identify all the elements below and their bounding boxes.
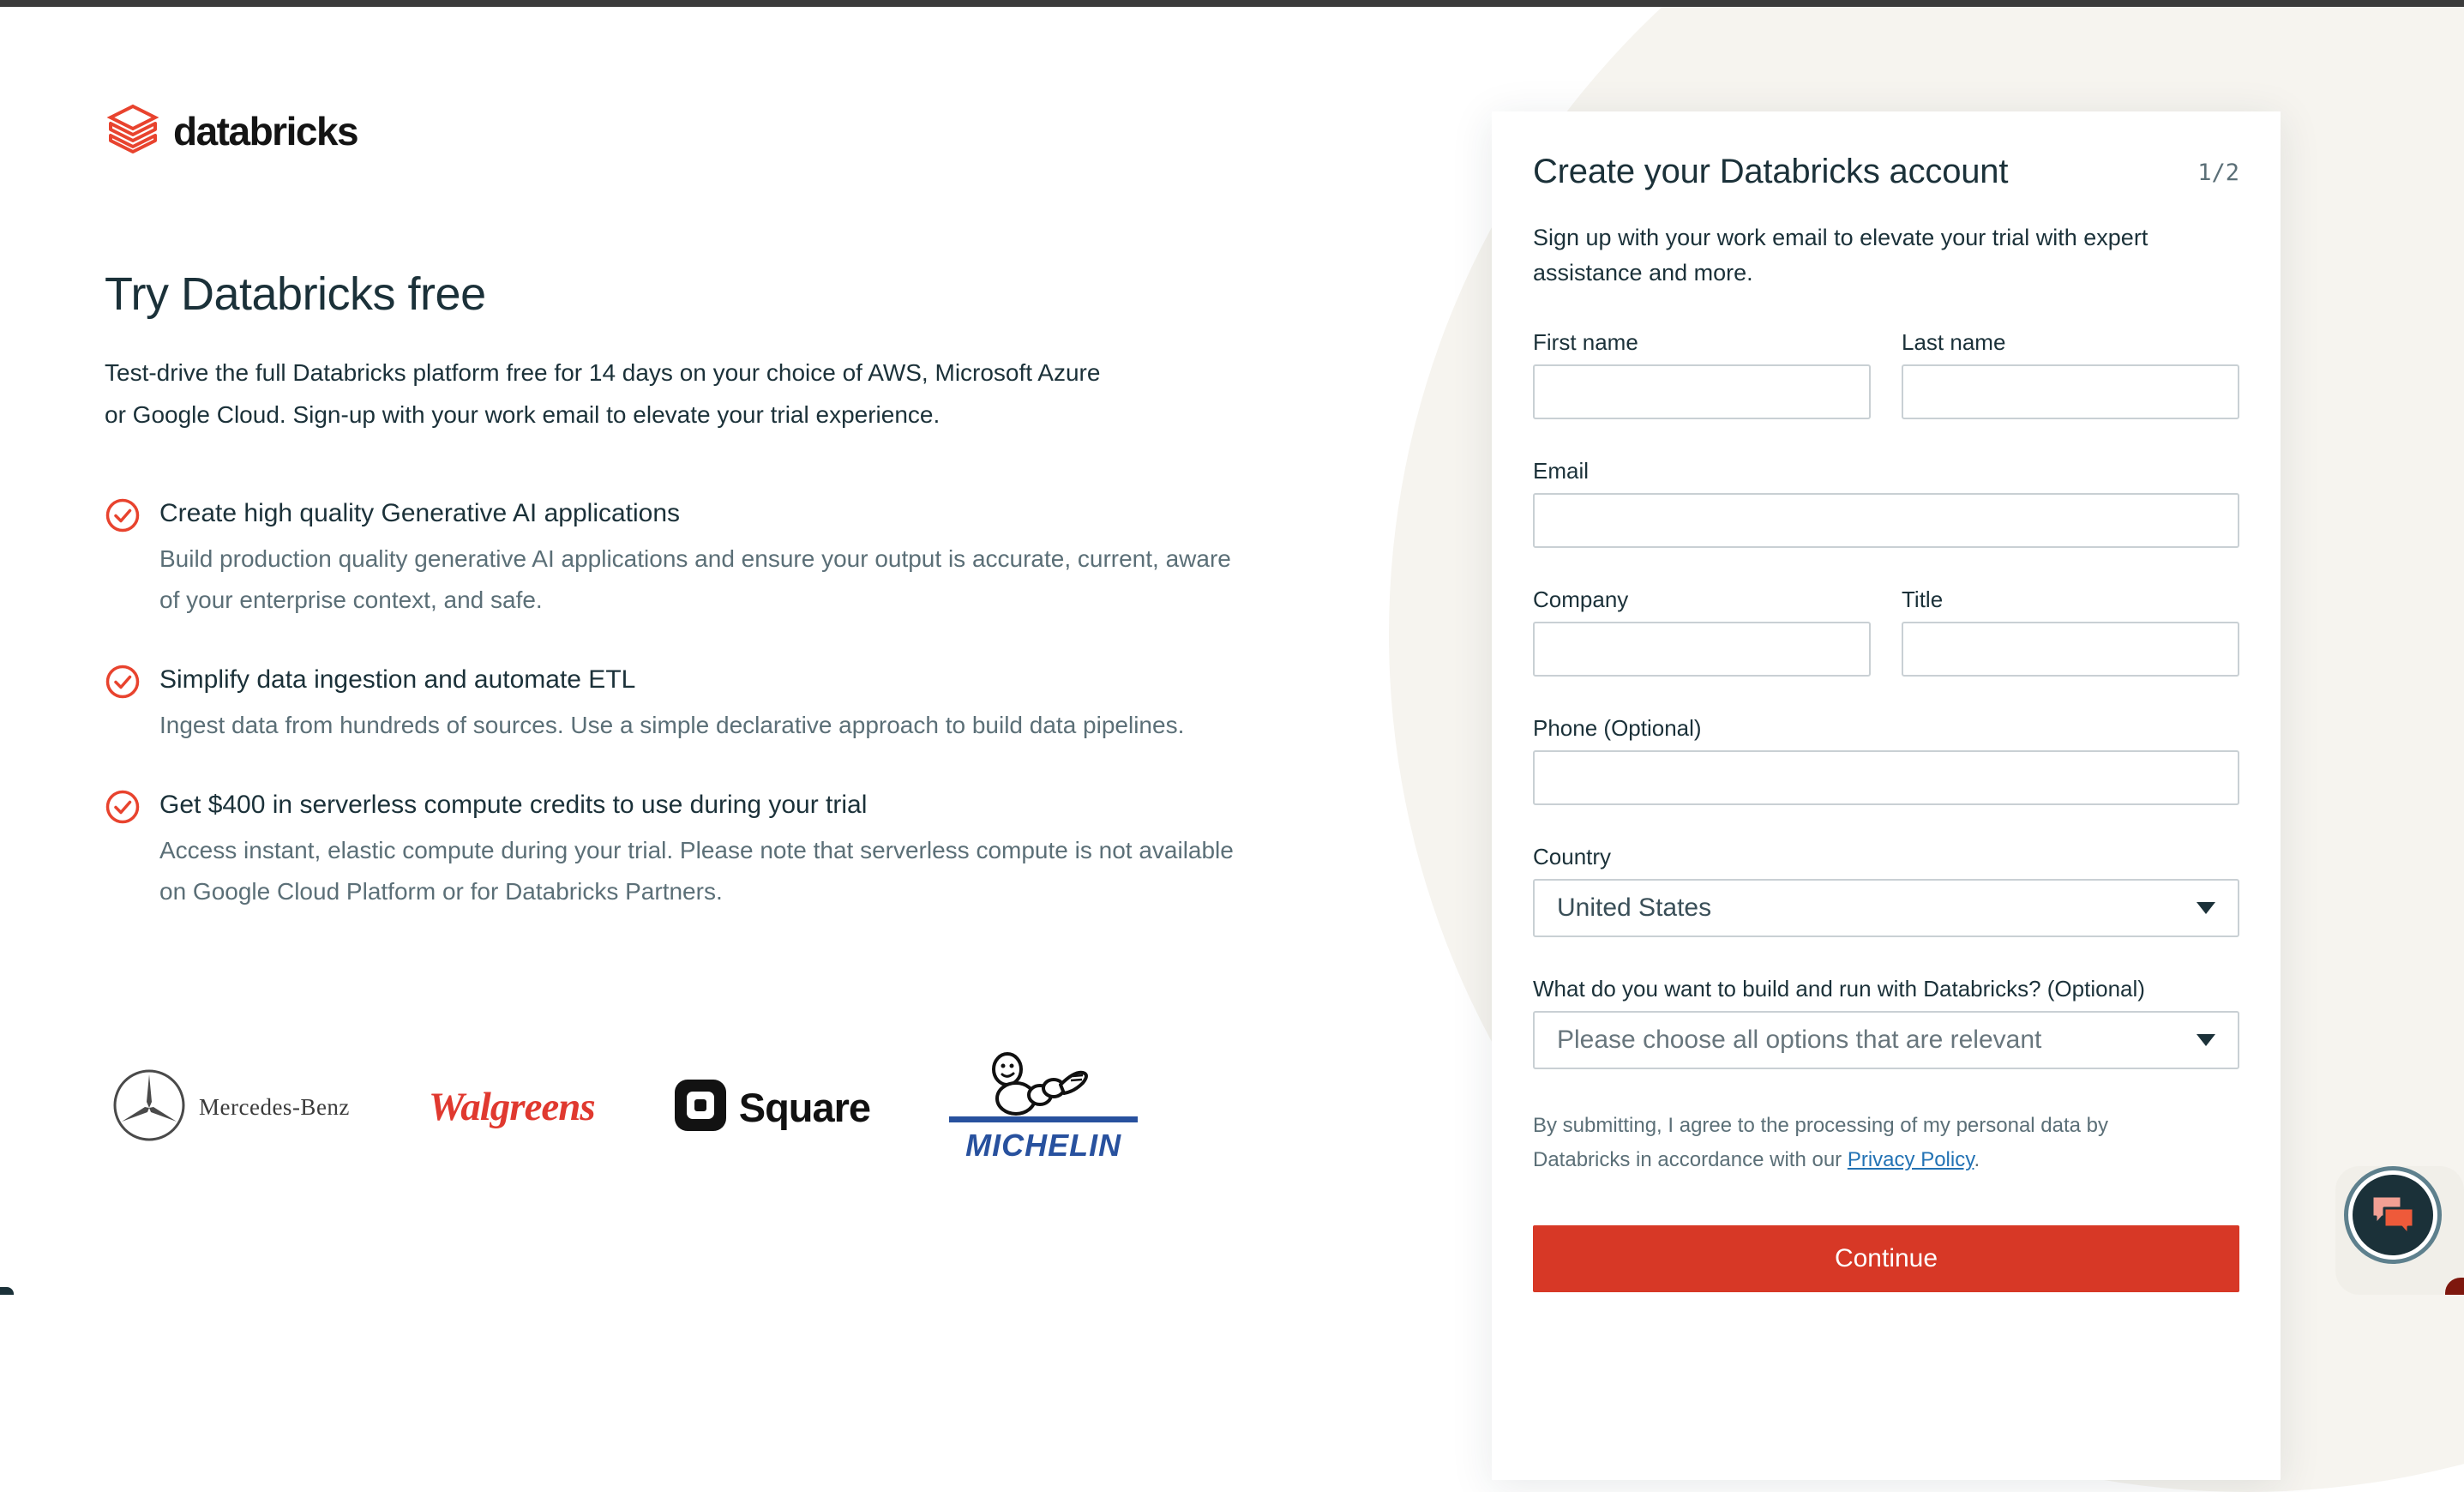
signup-subtitle: Sign up with your work email to elevate your trial with expert assistance and more. bbox=[1533, 225, 2148, 286]
michelin-underline bbox=[949, 1116, 1138, 1122]
benefit-text bbox=[159, 496, 1240, 621]
walgreens-logo bbox=[429, 1084, 595, 1130]
mercedes-benz-logo bbox=[111, 1068, 350, 1147]
continue-button[interactable]: Continue bbox=[1533, 1225, 2239, 1292]
benefit-description: Access instant, elastic compute during your trial. Please note that serverless compute is not available on Google Cloud Platform or for Databricks Partners. bbox=[159, 837, 1234, 905]
benefit-item bbox=[105, 496, 1231, 621]
privacy-text: By submitting, I agree to the processing of my personal data by Databricks in accordance with our bbox=[1533, 1114, 2109, 1171]
square-icon bbox=[674, 1079, 727, 1136]
check-circle-icon bbox=[105, 662, 141, 746]
company-input[interactable] bbox=[1533, 622, 1871, 677]
chat-launcher-button[interactable] bbox=[2344, 1166, 2442, 1264]
signup-title: Create your Databricks account bbox=[1533, 153, 2009, 190]
build-question-placeholder: Please choose all options that are relevant bbox=[1557, 1026, 2042, 1054]
build-question-group bbox=[1533, 975, 2239, 1069]
benefit-item bbox=[105, 787, 1234, 912]
databricks-logo bbox=[105, 103, 358, 159]
walgreens-label: Walgreens bbox=[428, 1085, 595, 1129]
privacy-policy-link[interactable]: Privacy Policy bbox=[1847, 1148, 1974, 1171]
company-group bbox=[1533, 586, 1871, 677]
country-select[interactable] bbox=[1533, 879, 2239, 937]
phone-input[interactable] bbox=[1533, 750, 2239, 805]
benefit-item bbox=[105, 662, 1219, 746]
privacy-text-end: . bbox=[1974, 1148, 1980, 1171]
signup-card bbox=[1492, 111, 2281, 1480]
build-question-select[interactable] bbox=[1533, 1011, 2239, 1069]
privacy-notice bbox=[1533, 1109, 2185, 1177]
country-label: Country bbox=[1533, 844, 1612, 869]
michelin-label: MICHELIN bbox=[965, 1128, 1122, 1163]
phone-group bbox=[1533, 714, 2239, 805]
check-circle-icon bbox=[105, 787, 141, 912]
email-input[interactable] bbox=[1533, 493, 2239, 548]
michelin-logo bbox=[949, 1050, 1138, 1164]
square-label: Square bbox=[738, 1084, 871, 1130]
customer-logos bbox=[111, 1050, 1138, 1164]
signup-card-header bbox=[1533, 153, 2239, 191]
square-logo bbox=[674, 1079, 870, 1136]
databricks-logo-icon bbox=[105, 103, 161, 159]
country-group bbox=[1533, 843, 2239, 937]
benefit-title: Simplify data ingestion and automate ETL bbox=[159, 665, 636, 694]
benefit-text bbox=[159, 662, 1240, 746]
title-label: Title bbox=[1902, 587, 1944, 612]
title-input[interactable] bbox=[1902, 622, 2239, 677]
email-label: Email bbox=[1533, 458, 1590, 484]
build-question-label: What do you want to build and run with Databricks? (Optional) bbox=[1533, 976, 2145, 1002]
benefit-description: Ingest data from hundreds of sources. Use a simple declarative approach to build data pipelines. bbox=[159, 712, 1185, 738]
step-indicator: 1/2 bbox=[2197, 159, 2239, 186]
last-name-group bbox=[1902, 328, 2239, 419]
country-selected-value: United States bbox=[1557, 893, 1712, 922]
hero-description: Test-drive the full Databricks platform free for 14 days on your choice of AWS, Microsoft Azure or Google Cloud. Sign-up with your work email to elevate your trial experience. bbox=[105, 359, 1101, 428]
email-group bbox=[1533, 457, 2239, 548]
chat-bubbles-icon bbox=[2367, 1189, 2419, 1242]
benefit-title: Create high quality Generative AI applications bbox=[159, 499, 681, 527]
phone-label: Phone (Optional) bbox=[1533, 715, 1702, 741]
page-title: Try Databricks free bbox=[105, 268, 486, 321]
first-name-group bbox=[1533, 328, 1871, 419]
last-name-input[interactable] bbox=[1902, 364, 2239, 419]
last-name-label: Last name bbox=[1902, 329, 2006, 355]
databricks-wordmark: databricks bbox=[173, 108, 358, 153]
chat-launcher-circle bbox=[2353, 1175, 2433, 1255]
first-name-input[interactable] bbox=[1533, 364, 1871, 419]
title-group bbox=[1902, 586, 2239, 677]
benefit-text bbox=[159, 787, 1240, 912]
mercedes-benz-label: Mercedes-Benz bbox=[199, 1093, 350, 1120]
michelin-man-icon bbox=[982, 1050, 1093, 1122]
company-label: Company bbox=[1533, 587, 1629, 612]
signup-form bbox=[1533, 328, 2239, 1292]
first-name-label: First name bbox=[1533, 329, 1638, 355]
chevron-down-icon bbox=[2197, 1034, 2215, 1046]
benefit-description: Build production quality generative AI applications and ensure your output is accurate, current, aware of your enterprise context, and safe. bbox=[159, 545, 1231, 613]
chevron-down-icon bbox=[2197, 902, 2215, 914]
check-circle-icon bbox=[105, 496, 141, 621]
top-edge-bar bbox=[0, 0, 2464, 7]
benefit-list bbox=[105, 496, 1234, 954]
benefit-title: Get $400 in serverless compute credits to use during your trial bbox=[159, 791, 868, 819]
mercedes-star-icon bbox=[111, 1068, 187, 1147]
bottom-left-corner-accent bbox=[0, 1287, 14, 1295]
